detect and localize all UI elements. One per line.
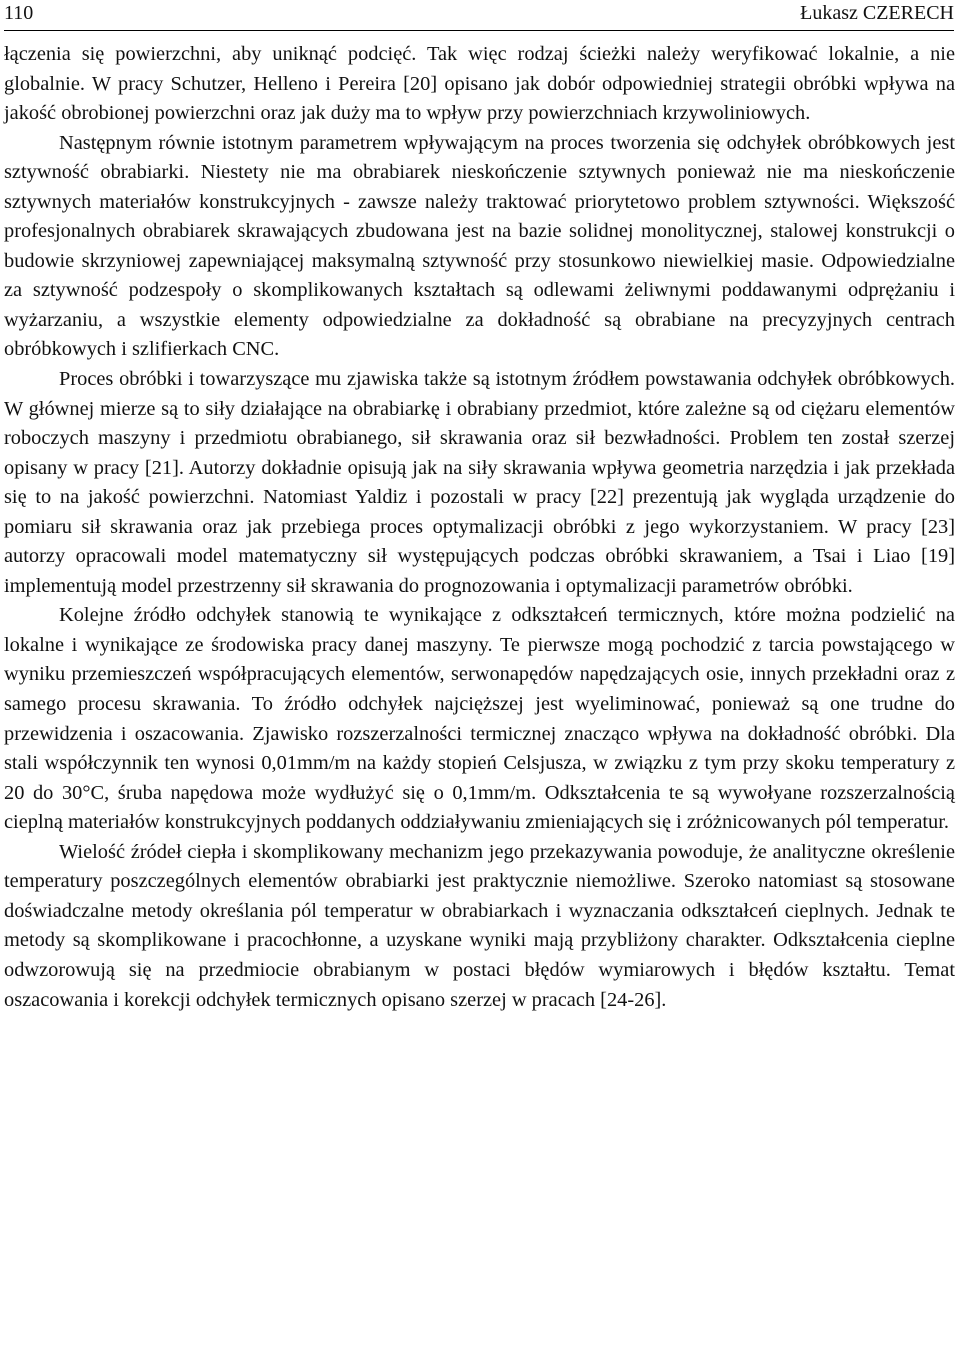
paragraph-heat-sources: Wielość źródeł ciepła i skomplikowany mechanizm jego przekazywania powoduje, że analityczne określenie temperatury poszczególnych elementów obrabiarki jest praktycznie niemożliwe. Szeroko natomiast są stosowane doświadczalne metody określania pól temperatur w obrabiarkach i wyznaczania odkształceń cieplnych. Jednak te metody są skomplikowane i pracochłonne, a uzyskane wyniki mają przybliżony charakter. Odkształcenia cieplne odwzorowują się na przedmiocie obrabianym w postaci błędów wymiarowych i błędów kształtu. Temat oszacowania i korekcji odchyłek termicznych opisano szerzej w pracach [24-26]. xyxy=(4,840,955,1011)
running-author: Łukasz CZERECH xyxy=(800,2,954,24)
page-header xyxy=(4,0,954,31)
paragraph-machining-forces: Proces obróbki i towarzyszące mu zjawiska także są istotnym źródłem powstawania odchyłek obróbkowych. W głównej mierze są to siły działające na obrabiarkę i obrabiany przedmiot, które zależne są od ciężaru elementów roboczych maszyny i przedmiotu obrabianego, sił skrawania oraz sił bezwładności. Problem ten został szerzej opisany w pracy [21]. Autorzy dokładnie opisują jak na siły skrawania wpływa geometria narzędzia i jak przekłada się to na jakość powierzchni. Natomiast Yaldiz i pozostali w pracy [22] prezentują jak wygląda urządzenie do pomiaru sił skrawania oraz jak przebiega proces optymalizacji obróbki z jego wykorzystaniem. W pracy [23] autorzy opracowali model matematyczny sił występujących podczas obróbki skrawaniem, a Tsai i Liao [19] implementują model przestrzenny sił skrawania do prognozowania i optymalizacji parametrów obróbki. xyxy=(4,368,955,597)
page-number: 110 xyxy=(4,2,34,24)
paragraph-machine-stiffness: Następnym równie istotnym parametrem wpływającym na proces tworzenia się odchyłek obróbkowych jest sztywność obrabiarki. Niestety nie ma obrabiarek nieskończenie sztywnych ponieważ nie ma nieskończenie sztywnych materiałów konstrukcyjnych - zawsze należy traktować priorytetowo problem sztywności. Większość profesjonalnych obrabiarek skrawających zbudowana jest na bazie solidnej monolitycznej, stalowej konstrukcji o budowie skrzyniowej zapewniającej maksymalną sztywność przy stosunkowo niewielkiej masie. Odpowiedzialne za sztywność podzespoły o skomplikowanych kształtach są odlewami żeliwnymi poddawanymi odprężaniu i wyżarzaniu, a wszystkie elementy odpowiedzialne za dokładność są obrabiane na precyzyjnych centrach obróbkowych i szlifierkach CNC. xyxy=(4,131,955,361)
body-text xyxy=(4,40,955,1015)
paragraph-continuation: łączenia się powierzchni, aby uniknąć podcięć. Tak więc rodzaj ścieżki należy weryfikować lokalnie, a nie globalnie. W pracy Schutzer, Helleno i Pereira [20] opisano jak dobór odpowiedniej strategii obróbki wpływa na jakość obrobionej powierzchni oraz jak duży ma to wpływ przy powierzchniach krzywoliniowych. xyxy=(4,43,955,125)
paragraph-thermal-deformation: Kolejne źródło odchyłek stanowią te wynikające z odkształceń termicznych, które można podzielić na lokalne i wynikające ze środowiska pracy danej maszyny. Te pierwsze mogą pochodzić z tarcia powstającego w wyniku przemieszczeń współpracujących elementów, serwonapędów napędzających osie, innych przekładni oraz z samego procesu skrawania. To źródło odchyłek najcięższej jest wyeliminować, ponieważ są one trudne do przewidzenia i oszacowania. Zjawisko rozszerzalności termicznej znacząco wpływa na dokładność obróbki. Dla stali współczynnik ten wynosi 0,01mm/m na każdy stopień Celsjusza, w związku z tym przy skoku temperatury z 20 do 30°C, śruba napędowa może wydłużyć się o 0,1mm/m. Odkształcenia te są wywołyane rozszerzalnością cieplną materiałów konstrukcyjnych poddanych oddziaływaniu zmieniających się i zróżnicowanych pól temperatur. xyxy=(4,604,955,834)
